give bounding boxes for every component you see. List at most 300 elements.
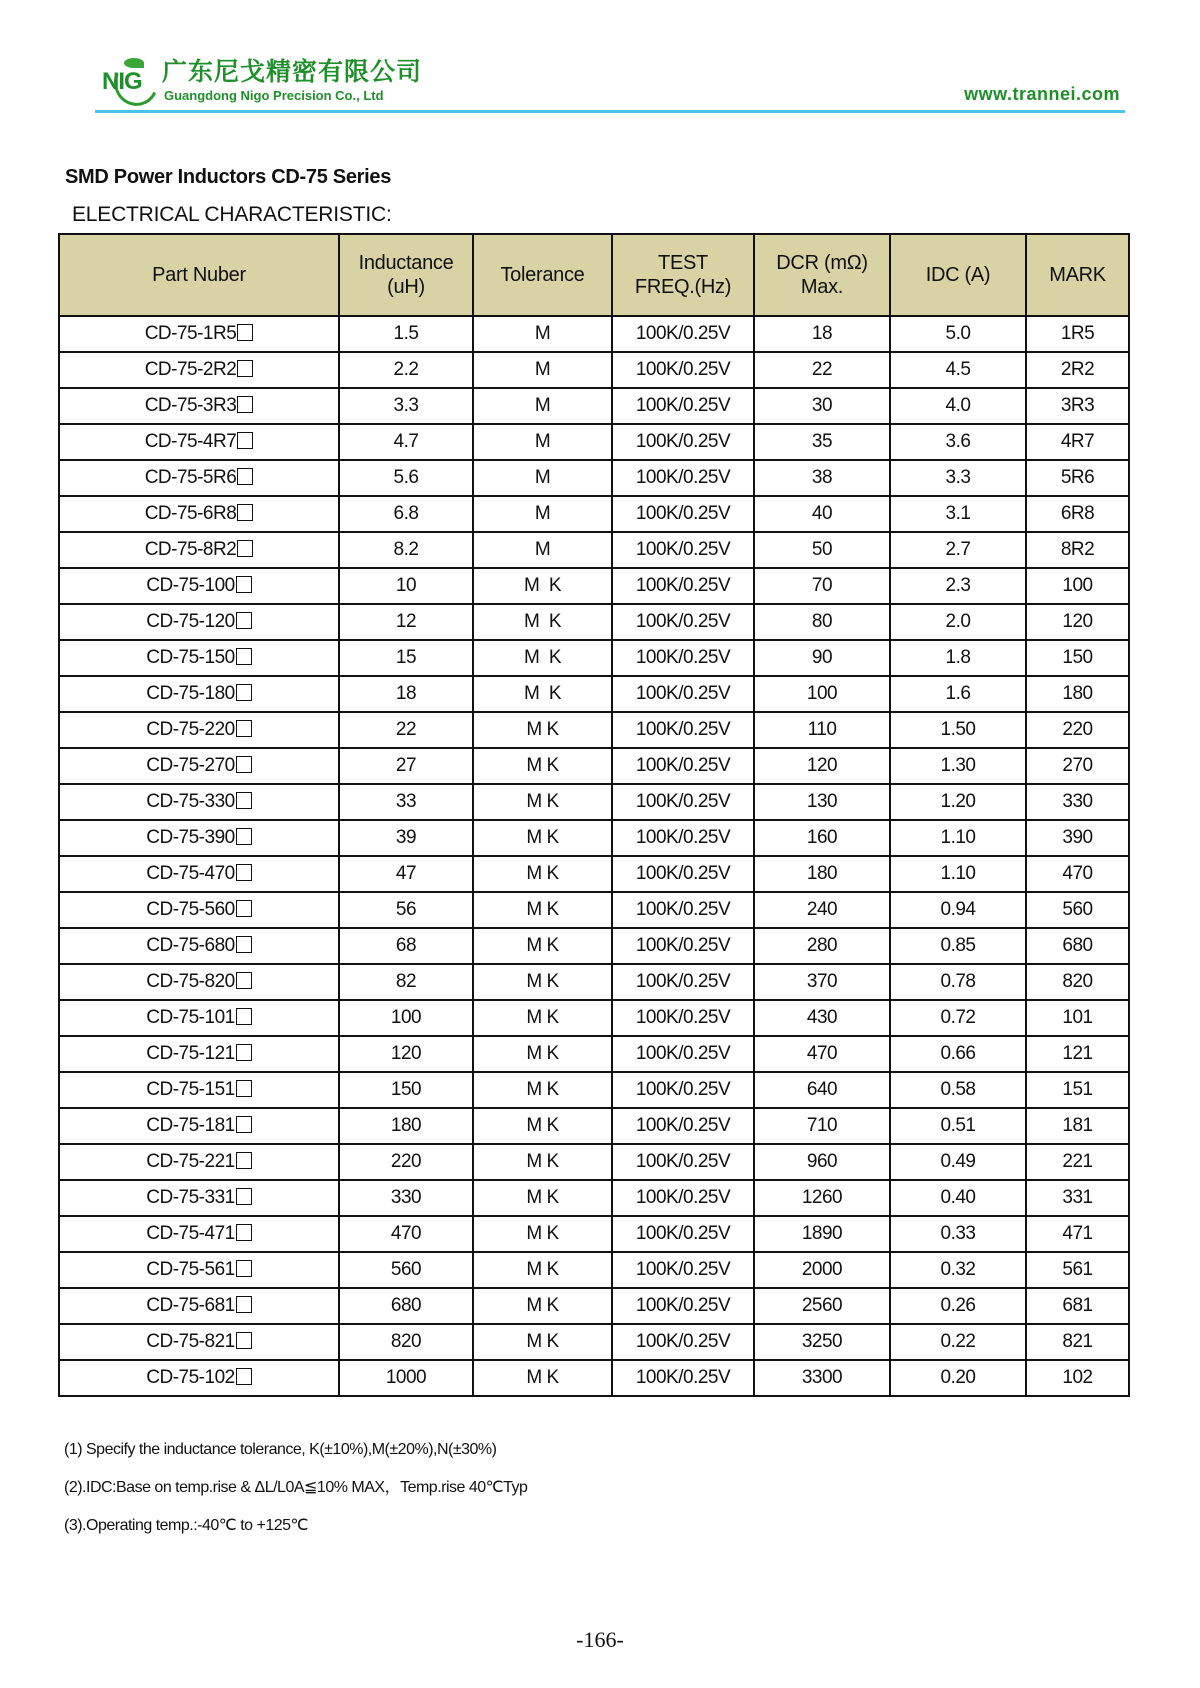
cell-value: 100K/0.25V	[635, 1331, 731, 1352]
table-row	[59, 640, 1129, 676]
cell-idc	[890, 424, 1026, 460]
cell-dcr	[754, 1108, 890, 1144]
cell-inductance	[339, 460, 473, 496]
cell-tolerance	[473, 1108, 612, 1144]
cell-value: 220	[1062, 719, 1093, 740]
footnote-3: (3).Operating temp.:-40℃ to +125℃	[64, 1517, 309, 1534]
tolerance-placeholder-box-icon	[237, 396, 253, 413]
cell-value: 1.10	[940, 863, 976, 884]
column-header-line1: Tolerance	[500, 264, 585, 286]
cell-inductance	[339, 424, 473, 460]
tolerance-placeholder-box-icon	[236, 1296, 252, 1313]
tolerance-placeholder-box-icon	[236, 720, 252, 737]
table-row	[59, 928, 1129, 964]
cell-inductance	[339, 1036, 473, 1072]
cell-mark	[1026, 460, 1129, 496]
cell-value: 0.66	[940, 1043, 976, 1064]
cell-value: M K	[523, 575, 562, 596]
tolerance-placeholder-box-icon	[236, 756, 252, 773]
table-row	[59, 460, 1129, 496]
cell-value: M K	[523, 611, 562, 632]
cell-mark	[1026, 604, 1129, 640]
cell-part-number	[59, 784, 339, 820]
cell-value: 1260	[801, 1187, 843, 1208]
cell-tolerance	[473, 712, 612, 748]
column-header-line2: (uH)	[387, 276, 425, 298]
cell-value: M K	[526, 1151, 559, 1172]
cell-value: M	[534, 539, 551, 560]
cell-value: 3.1	[945, 503, 971, 524]
cell-value: 100K/0.25V	[635, 971, 731, 992]
cell-value: M K	[526, 1259, 559, 1280]
cell-value: 3R3	[1060, 395, 1095, 416]
cell-mark	[1026, 1324, 1129, 1360]
table-body	[59, 316, 1129, 1396]
section-heading: ELECTRICAL CHARACTERISTIC:	[72, 203, 392, 226]
cell-value: CD-75-331	[146, 1187, 235, 1208]
cell-idc	[890, 352, 1026, 388]
cell-value: 35	[811, 431, 833, 452]
column-header-line1: IDC (A)	[925, 264, 991, 286]
cell-value: 18	[811, 323, 833, 344]
cell-value: 680	[390, 1295, 422, 1316]
cell-value: 430	[806, 1007, 838, 1028]
cell-value: 100K/0.25V	[635, 791, 731, 812]
cell-value: 3.3	[945, 467, 971, 488]
cell-tolerance	[473, 388, 612, 424]
cell-tolerance	[473, 460, 612, 496]
cell-tolerance	[473, 1000, 612, 1036]
cell-test-freq	[612, 856, 754, 892]
cell-dcr	[754, 424, 890, 460]
cell-value: 0.32	[940, 1259, 976, 1280]
cell-idc	[890, 784, 1026, 820]
cell-value: M	[534, 323, 551, 344]
tolerance-placeholder-box-icon	[237, 468, 253, 485]
cell-test-freq	[612, 892, 754, 928]
electrical-characteristics-table	[58, 233, 1130, 1397]
tolerance-placeholder-box-icon	[236, 684, 252, 701]
cell-value: 2560	[801, 1295, 843, 1316]
cell-mark	[1026, 712, 1129, 748]
cell-mark	[1026, 532, 1129, 568]
column-header-line1: Inductance	[358, 252, 454, 274]
column-header-line1: DCR (mΩ)	[776, 252, 868, 274]
cell-inductance	[339, 640, 473, 676]
cell-dcr	[754, 1324, 890, 1360]
company-name-en: Guangdong Nigo Precision Co., Ltd	[164, 88, 384, 103]
table-row	[59, 1252, 1129, 1288]
cell-value: 47	[395, 863, 417, 884]
cell-value: CD-75-221	[146, 1151, 235, 1172]
cell-value: 130	[806, 791, 838, 812]
cell-value: M	[534, 431, 551, 452]
tolerance-placeholder-box-icon	[236, 1008, 252, 1025]
cell-value: 820	[1062, 971, 1093, 992]
cell-inductance	[339, 1072, 473, 1108]
cell-value: 70	[811, 575, 833, 596]
cell-value: M	[534, 467, 551, 488]
cell-value: 0.20	[940, 1367, 976, 1388]
cell-value: M K	[526, 1007, 559, 1028]
cell-part-number	[59, 1036, 339, 1072]
cell-value: 100K/0.25V	[635, 1151, 731, 1172]
cell-tolerance	[473, 856, 612, 892]
cell-mark	[1026, 928, 1129, 964]
cell-value: 240	[806, 899, 838, 920]
cell-test-freq	[612, 388, 754, 424]
cell-part-number	[59, 568, 339, 604]
cell-part-number	[59, 1288, 339, 1324]
cell-value: 370	[806, 971, 838, 992]
table-row	[59, 604, 1129, 640]
table-row	[59, 424, 1129, 460]
cell-value: 68	[395, 935, 417, 956]
cell-idc	[890, 928, 1026, 964]
cell-tolerance	[473, 496, 612, 532]
cell-tolerance	[473, 1324, 612, 1360]
cell-value: 100K/0.25V	[635, 1367, 731, 1388]
cell-inductance	[339, 856, 473, 892]
cell-value: CD-75-100	[146, 575, 235, 596]
cell-value: 100K/0.25V	[635, 1043, 731, 1064]
tolerance-placeholder-box-icon	[236, 1368, 252, 1385]
cell-dcr	[754, 1144, 890, 1180]
cell-part-number	[59, 928, 339, 964]
cell-inductance	[339, 1180, 473, 1216]
cell-value: 5.0	[945, 323, 971, 344]
cell-value: 101	[1062, 1007, 1093, 1028]
tolerance-placeholder-box-icon	[236, 936, 252, 953]
cell-test-freq	[612, 784, 754, 820]
footnotes	[64, 1440, 527, 1554]
cell-value: 470	[806, 1043, 838, 1064]
cell-value: 100K/0.25V	[635, 503, 731, 524]
cell-value: 15	[395, 647, 417, 668]
cell-value: 6.8	[393, 503, 419, 524]
cell-value: 6R8	[1060, 503, 1095, 524]
cell-value: 180	[1062, 683, 1093, 704]
cell-value: 10	[395, 575, 417, 596]
cell-value: 1.30	[940, 755, 976, 776]
cell-value: 80	[811, 611, 833, 632]
cell-value: 100K/0.25V	[635, 935, 731, 956]
cell-idc	[890, 604, 1026, 640]
cell-dcr	[754, 1216, 890, 1252]
cell-value: 640	[806, 1079, 838, 1100]
tolerance-placeholder-box-icon	[236, 900, 252, 917]
logo-leaf-icon	[124, 58, 144, 68]
cell-inductance	[339, 1360, 473, 1396]
cell-value: 30	[811, 395, 833, 416]
cell-tolerance	[473, 604, 612, 640]
cell-value: 102	[1062, 1367, 1093, 1388]
cell-part-number	[59, 1252, 339, 1288]
cell-value: 100K/0.25V	[635, 431, 731, 452]
table-row	[59, 1180, 1129, 1216]
cell-value: 2.2	[393, 359, 419, 380]
cell-test-freq	[612, 928, 754, 964]
cell-tolerance	[473, 964, 612, 1000]
footnote-1: (1) Specify the inductance tolerance, K(±10%),M(±20%),N(±30%)	[64, 1441, 497, 1458]
table-row	[59, 316, 1129, 352]
cell-value: 100K/0.25V	[635, 467, 731, 488]
cell-tolerance	[473, 316, 612, 352]
cell-dcr	[754, 820, 890, 856]
cell-tolerance	[473, 568, 612, 604]
cell-value: 120	[390, 1043, 422, 1064]
cell-value: 100K/0.25V	[635, 1115, 731, 1136]
cell-test-freq	[612, 820, 754, 856]
cell-value: CD-75-561	[146, 1259, 235, 1280]
cell-value: 2.7	[945, 539, 971, 560]
table-row	[59, 748, 1129, 784]
table-row	[59, 1108, 1129, 1144]
cell-value: CD-75-680	[146, 935, 235, 956]
cell-part-number	[59, 604, 339, 640]
cell-test-freq	[612, 640, 754, 676]
tolerance-placeholder-box-icon	[236, 864, 252, 881]
cell-test-freq	[612, 1144, 754, 1180]
column-header-dcr	[754, 234, 890, 316]
cell-inductance	[339, 1000, 473, 1036]
tolerance-placeholder-box-icon	[237, 540, 253, 557]
cell-tolerance	[473, 892, 612, 928]
cell-value: 1.6	[945, 683, 971, 704]
cell-value: 100K/0.25V	[635, 1079, 731, 1100]
cell-value: 390	[1062, 827, 1093, 848]
cell-mark	[1026, 748, 1129, 784]
cell-value: 710	[806, 1115, 838, 1136]
tolerance-placeholder-box-icon	[236, 1116, 252, 1133]
cell-value: CD-75-681	[146, 1295, 235, 1316]
cell-test-freq	[612, 1324, 754, 1360]
cell-test-freq	[612, 460, 754, 496]
cell-value: 110	[807, 719, 837, 740]
cell-value: CD-75-390	[146, 827, 235, 848]
tolerance-placeholder-box-icon	[236, 1080, 252, 1097]
cell-part-number	[59, 460, 339, 496]
cell-inductance	[339, 568, 473, 604]
cell-part-number	[59, 676, 339, 712]
cell-dcr	[754, 712, 890, 748]
cell-tolerance	[473, 784, 612, 820]
cell-value: 0.51	[940, 1115, 976, 1136]
cell-idc	[890, 1324, 1026, 1360]
cell-inductance	[339, 352, 473, 388]
cell-value: CD-75-120	[146, 611, 235, 632]
cell-test-freq	[612, 604, 754, 640]
cell-inductance	[339, 1108, 473, 1144]
cell-value: 180	[806, 863, 838, 884]
cell-part-number	[59, 748, 339, 784]
cell-mark	[1026, 424, 1129, 460]
cell-value: 100K/0.25V	[635, 647, 731, 668]
cell-value: 2.0	[945, 611, 971, 632]
cell-value: 100K/0.25V	[635, 719, 731, 740]
cell-inductance	[339, 532, 473, 568]
cell-value: CD-75-101	[146, 1007, 235, 1028]
cell-value: M K	[526, 1043, 559, 1064]
cell-inductance	[339, 316, 473, 352]
cell-value: 470	[1062, 863, 1093, 884]
cell-value: 2R2	[1060, 359, 1095, 380]
column-header-line1: MARK	[1049, 264, 1106, 286]
cell-idc	[890, 1216, 1026, 1252]
table-row	[59, 352, 1129, 388]
cell-value: CD-75-121	[146, 1043, 235, 1064]
cell-inductance	[339, 496, 473, 532]
cell-idc	[890, 1360, 1026, 1396]
cell-mark	[1026, 568, 1129, 604]
cell-value: 270	[1062, 755, 1093, 776]
cell-value: CD-75-471	[146, 1223, 235, 1244]
cell-value: CD-75-560	[146, 899, 235, 920]
cell-value: CD-75-4R7	[144, 431, 237, 452]
cell-inductance	[339, 712, 473, 748]
cell-value: 100K/0.25V	[635, 827, 731, 848]
cell-value: CD-75-220	[146, 719, 235, 740]
cell-dcr	[754, 1000, 890, 1036]
tolerance-placeholder-box-icon	[236, 576, 252, 593]
cell-value: M K	[526, 1079, 559, 1100]
cell-value: 1R5	[1060, 323, 1095, 344]
cell-value: M K	[523, 683, 562, 704]
cell-test-freq	[612, 568, 754, 604]
cell-dcr	[754, 460, 890, 496]
cell-value: 120	[1062, 611, 1093, 632]
cell-value: 220	[390, 1151, 422, 1172]
cell-inductance	[339, 892, 473, 928]
cell-dcr	[754, 1180, 890, 1216]
cell-tolerance	[473, 1288, 612, 1324]
cell-part-number	[59, 1000, 339, 1036]
cell-value: CD-75-180	[146, 683, 235, 704]
cell-value: 0.26	[940, 1295, 976, 1316]
cell-inductance	[339, 604, 473, 640]
tolerance-placeholder-box-icon	[236, 1152, 252, 1169]
table-row	[59, 676, 1129, 712]
cell-idc	[890, 892, 1026, 928]
cell-value: 100K/0.25V	[635, 575, 731, 596]
cell-value: 100K/0.25V	[635, 1007, 731, 1028]
cell-tolerance	[473, 352, 612, 388]
column-header-mark	[1026, 234, 1129, 316]
cell-value: CD-75-181	[146, 1115, 235, 1136]
cell-idc	[890, 712, 1026, 748]
cell-value: M K	[526, 719, 559, 740]
cell-part-number	[59, 712, 339, 748]
cell-value: 1000	[385, 1367, 427, 1388]
cell-value: 100K/0.25V	[635, 899, 731, 920]
cell-value: 5.6	[393, 467, 419, 488]
cell-value: M K	[526, 1187, 559, 1208]
cell-value: CD-75-270	[146, 755, 235, 776]
cell-idc	[890, 856, 1026, 892]
cell-inductance	[339, 820, 473, 856]
cell-idc	[890, 1288, 1026, 1324]
tolerance-placeholder-box-icon	[237, 432, 253, 449]
column-header-line2: FREQ.(Hz)	[634, 276, 732, 298]
cell-value: M K	[526, 791, 559, 812]
cell-value: 4.0	[945, 395, 971, 416]
cell-value: 471	[1062, 1223, 1093, 1244]
cell-value: 12	[395, 611, 417, 632]
cell-part-number	[59, 424, 339, 460]
cell-value: 0.33	[940, 1223, 976, 1244]
tolerance-placeholder-box-icon	[236, 1260, 252, 1277]
table-row	[59, 820, 1129, 856]
table-row	[59, 1324, 1129, 1360]
cell-test-freq	[612, 352, 754, 388]
cell-idc	[890, 1072, 1026, 1108]
cell-value: 0.94	[940, 899, 976, 920]
cell-dcr	[754, 1072, 890, 1108]
table-row	[59, 1288, 1129, 1324]
cell-part-number	[59, 820, 339, 856]
cell-tolerance	[473, 1360, 612, 1396]
website-link[interactable]: www.trannei.com	[964, 84, 1120, 104]
cell-value: 160	[806, 827, 838, 848]
cell-dcr	[754, 1360, 890, 1396]
cell-tolerance	[473, 1072, 612, 1108]
cell-idc	[890, 964, 1026, 1000]
cell-part-number	[59, 352, 339, 388]
cell-mark	[1026, 892, 1129, 928]
cell-inductance	[339, 748, 473, 784]
cell-value: 100	[806, 683, 838, 704]
cell-inductance	[339, 964, 473, 1000]
cell-idc	[890, 748, 1026, 784]
cell-value: 4R7	[1060, 431, 1095, 452]
cell-inductance	[339, 676, 473, 712]
cell-value: 560	[1062, 899, 1093, 920]
cell-value: 120	[806, 755, 838, 776]
cell-value: 100K/0.25V	[635, 863, 731, 884]
cell-dcr	[754, 1288, 890, 1324]
cell-value: 330	[390, 1187, 422, 1208]
cell-value: M	[534, 395, 551, 416]
cell-tolerance	[473, 1144, 612, 1180]
page-header	[0, 0, 1200, 120]
tolerance-placeholder-box-icon	[236, 792, 252, 809]
cell-value: M K	[526, 1367, 559, 1388]
table-header-row	[59, 234, 1129, 316]
cell-mark	[1026, 1216, 1129, 1252]
cell-inductance	[339, 1324, 473, 1360]
cell-idc	[890, 568, 1026, 604]
cell-value: 100K/0.25V	[635, 1259, 731, 1280]
cell-value: 1.10	[940, 827, 976, 848]
cell-value: 561	[1062, 1259, 1093, 1280]
cell-value: 681	[1062, 1295, 1093, 1316]
cell-value: M K	[526, 755, 559, 776]
cell-value: M K	[526, 1223, 559, 1244]
cell-value: 100K/0.25V	[635, 1187, 731, 1208]
cell-mark	[1026, 1036, 1129, 1072]
cell-value: 100K/0.25V	[635, 539, 731, 560]
cell-value: CD-75-330	[146, 791, 235, 812]
table-row	[59, 532, 1129, 568]
cell-value: 4.7	[393, 431, 419, 452]
cell-mark	[1026, 640, 1129, 676]
cell-value: CD-75-821	[146, 1331, 235, 1352]
cell-tolerance	[473, 640, 612, 676]
cell-value: M K	[523, 647, 562, 668]
tolerance-placeholder-box-icon	[236, 1332, 252, 1349]
table-row	[59, 892, 1129, 928]
column-header-test-freq	[612, 234, 754, 316]
